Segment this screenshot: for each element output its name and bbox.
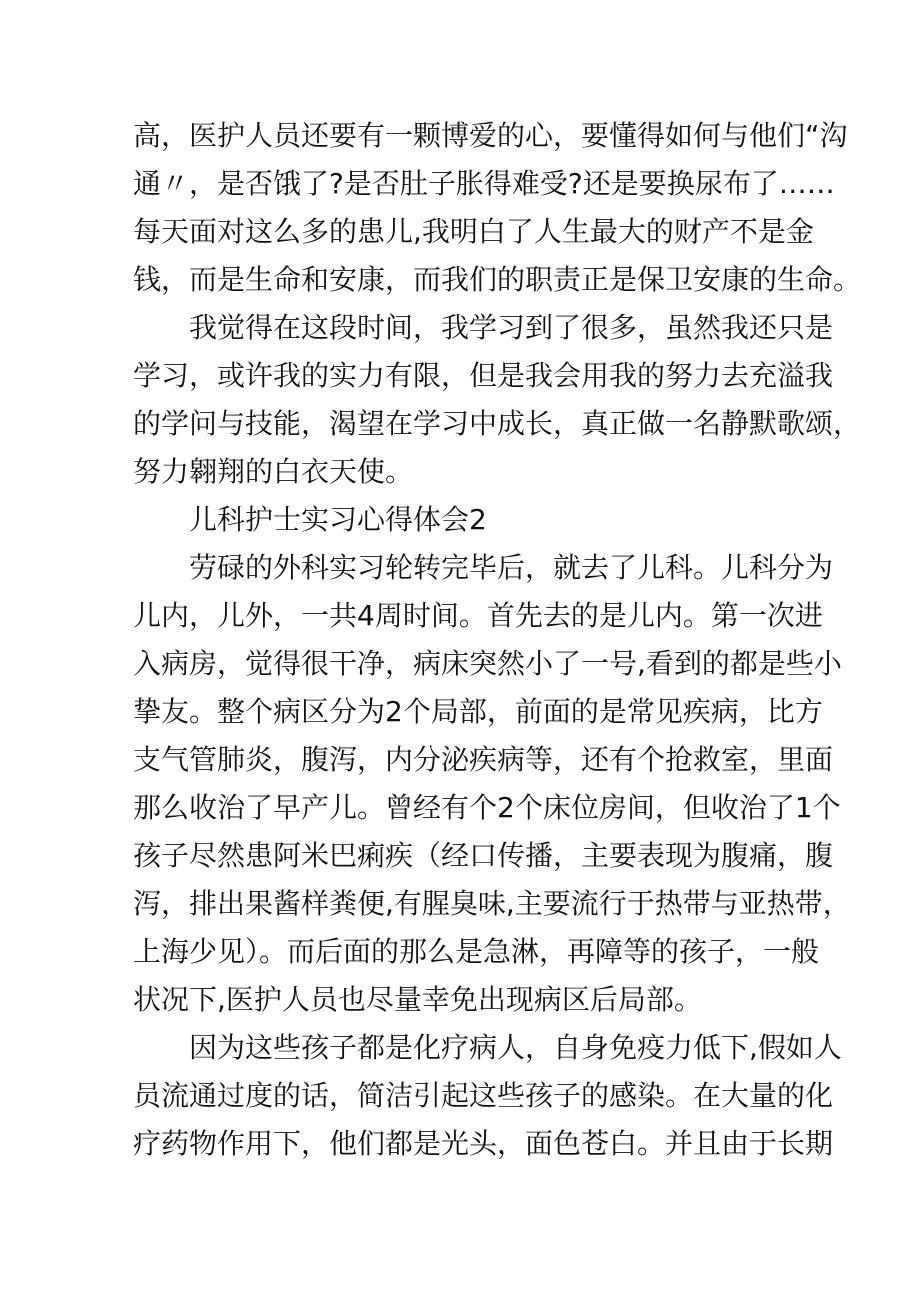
text-line: 高，医护人员还要有一颗博爱的心，要懂得如何与他们“沟: [133, 119, 848, 152]
text-line: 每天面对这么多的患儿,我明白了人生最大的财产不是金: [133, 215, 814, 248]
text-line: 学习，或许我的实力有限，但是我会用我的努力去充溢我: [133, 359, 834, 392]
text-line: 钱，而是生命和安康，而我们的职责正是保卫安康的生命。: [133, 263, 862, 296]
text-line: 孩子尽然患阿米巴痢疾（经口传播，主要表现为腹痛，腹: [133, 839, 834, 872]
section-heading: 儿科护士实习心得体会2: [189, 503, 487, 536]
paragraph-start-line: 因为这些孩子都是化疗病人，自身免疫力低下,假如人: [189, 1031, 842, 1064]
text-line: 入病房，觉得很干净，病床突然小了一号,看到的都是些小: [133, 647, 842, 680]
text-line: 那么收治了早产儿。曾经有个2个床位房间，但收治了1个: [133, 791, 841, 824]
text-line: 疗药物作用下，他们都是光头，面色苍白。并且由于长期: [133, 1127, 834, 1160]
text-line: 支气管肺炎，腹泻，内分泌疾病等，还有个抢救室，里面: [133, 743, 834, 776]
text-line: 努力翱翔的白衣天使。: [133, 455, 414, 488]
text-line: 员流通过度的话，简洁引起这些孩子的感染。在大量的化: [133, 1079, 834, 1112]
document-body: [133, 112, 862, 1168]
text-line: 上海少见）。而后面的那么是急淋，再障等的孩子，一般: [133, 935, 820, 968]
text-line: 状况下,医护人员也尽量幸免出现病区后局部。: [133, 983, 702, 1016]
text-line: 泻，排出果酱样粪便,有腥臭味,主要流行于热带与亚热带，: [133, 887, 851, 920]
paragraph-start-line: 劳碌的外科实习轮转完毕后，就去了儿科。儿科分为: [189, 551, 834, 584]
text-line: 通〃，是否饿了?是否肚子胀得难受?还是要换尿布了……: [133, 167, 835, 200]
text-line: 挚友。整个病区分为2个局部，前面的是常见疾病，比方: [133, 695, 823, 728]
text-line: 儿内，儿外，一共4周时间。首先去的是儿内。第一次进: [133, 599, 823, 632]
paragraph-start-line: 我觉得在这段时间，我学习到了很多，虽然我还只是: [189, 311, 834, 344]
text-line: 的学问与技能，渴望在学习中成长，真正做一名静默歌颂，: [133, 407, 862, 440]
